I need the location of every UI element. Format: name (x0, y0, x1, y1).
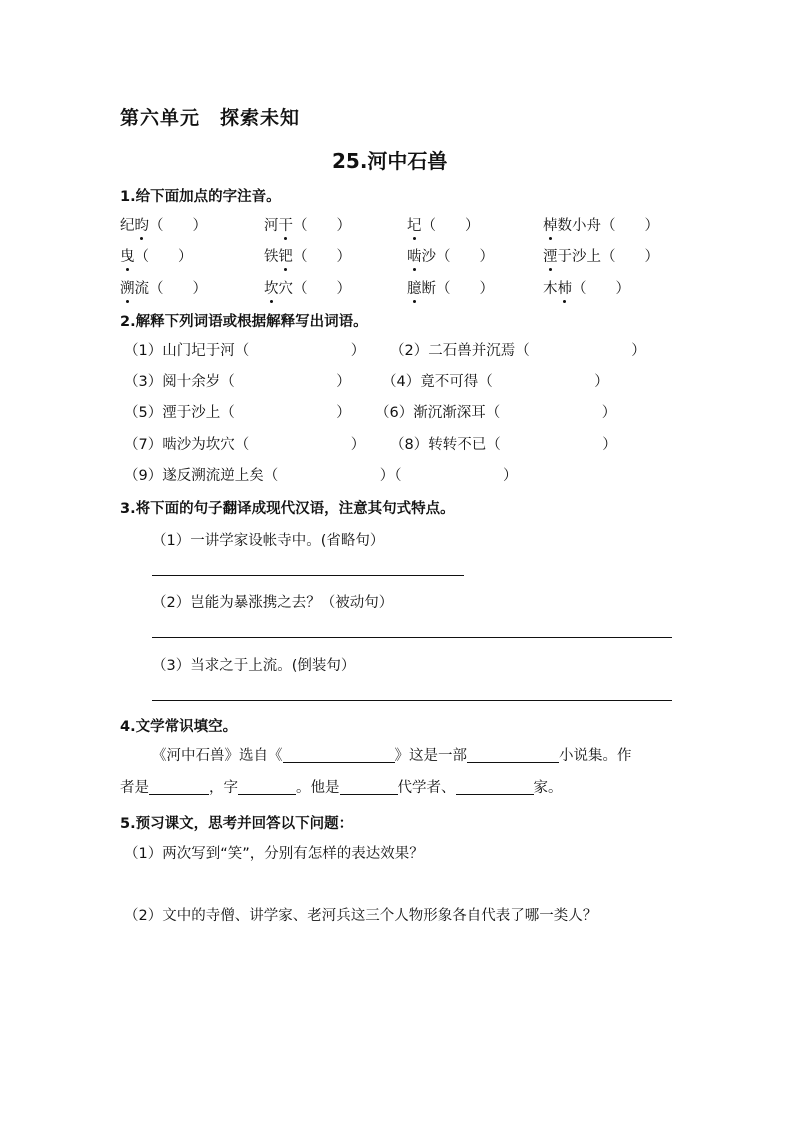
q4-text: 者是 (120, 780, 149, 796)
q1-text: 流 (134, 281, 149, 297)
q4-text: 。他是 (296, 780, 340, 796)
answer-line[interactable] (152, 700, 672, 701)
dotted-char: 干 (279, 214, 294, 235)
dotted-char: 杮 (558, 277, 573, 298)
q4-text: ，字 (209, 780, 238, 796)
q4-line-2 (120, 773, 563, 803)
answer-paren[interactable]: （ ） (293, 281, 351, 297)
q1-text: 河 (264, 218, 279, 234)
q1-item (264, 277, 351, 298)
q1-text: 铁 (264, 249, 279, 265)
q3-heading: 3.将下面的句子翻译成现代汉语，注意其句式特点。 (120, 501, 455, 517)
q2-item: （1）山门圮于河（ ） (124, 343, 366, 359)
fill-blank[interactable] (456, 778, 534, 795)
dotted-char: 啮 (407, 245, 422, 266)
q4-line-1 (152, 741, 632, 771)
q1-item (543, 245, 659, 266)
q2-item: （2）二石兽并沉焉（ ） (390, 343, 646, 359)
q3-item: （2）岂能为暴涨携之去？（被动句） (152, 595, 394, 611)
q4-text: 小说集。作 (559, 748, 632, 764)
q1-text: 断 (421, 281, 436, 297)
q1-text: 木 (543, 281, 558, 297)
q2-item: （3）阅十余岁（ ） (124, 374, 351, 390)
fill-blank[interactable] (149, 778, 209, 795)
q1-item (120, 277, 207, 298)
answer-paren[interactable]: （ ） (572, 281, 630, 297)
answer-paren[interactable]: （ ） (134, 249, 193, 265)
q2-item: （9）遂反溯流逆上矣（ ）（ ） (124, 468, 518, 484)
answer-paren[interactable]: （ ） (421, 218, 480, 234)
answer-paren[interactable]: （ ） (293, 218, 351, 234)
dotted-char: 曳 (120, 245, 135, 266)
unit-title: 第六单元 (120, 107, 201, 129)
q3-item: （1）一讲学家设帐寺中。(省略句） (152, 533, 385, 549)
q1-text: 穴 (278, 281, 293, 297)
q1-text: 纪 (120, 218, 135, 234)
q1-item (543, 214, 659, 235)
q4-heading: 4.文学常识填空。 (120, 719, 238, 735)
q2-heading: 2.解释下列词语或根据解释写出词语。 (120, 314, 368, 330)
unit-subtitle: 探索未知 (220, 107, 301, 129)
q1-item (407, 277, 494, 298)
lesson-title: 25.河中石兽 (332, 149, 448, 173)
dotted-char: 臆 (407, 277, 422, 298)
q4-text: 》这是一部 (394, 748, 467, 764)
dotted-char: 钯 (279, 245, 294, 266)
answer-paren[interactable]: （ ） (601, 218, 659, 234)
q1-item (120, 214, 207, 235)
q1-item (264, 245, 351, 266)
q4-text: 《河中石兽》选自《 (152, 748, 283, 764)
dotted-char: 湮 (543, 245, 558, 266)
answer-paren[interactable]: （ ） (149, 281, 207, 297)
answer-line[interactable] (152, 575, 464, 576)
q5-heading: 5.预习课文，思考并回答以下问题： (120, 816, 354, 832)
q2-item: （4）竟不可得（ ） (382, 374, 609, 390)
dotted-char: 棹 (543, 214, 558, 235)
q1-text: 沙 (421, 249, 436, 265)
q1-item (407, 245, 494, 266)
q1-item (407, 214, 480, 235)
q1-item (120, 245, 193, 266)
q4-text: 家。 (533, 780, 563, 796)
q2-item: （5）湮于沙上（ ） (124, 405, 351, 421)
fill-blank[interactable] (283, 746, 395, 763)
dotted-char: 圮 (407, 214, 422, 235)
answer-paren[interactable]: （ ） (601, 249, 659, 265)
answer-paren[interactable]: （ ） (436, 281, 494, 297)
fill-blank[interactable] (340, 778, 398, 795)
answer-paren[interactable]: （ ） (436, 249, 494, 265)
q2-item: （7）啮沙为坎穴（ ） (124, 437, 366, 453)
q5-item: （1）两次写到“笑”，分别有怎样的表达效果？ (124, 846, 424, 862)
q1-text: 于沙上 (557, 249, 601, 265)
answer-paren[interactable]: （ ） (293, 249, 351, 265)
q1-item (264, 214, 351, 235)
answer-paren[interactable]: （ ） (149, 218, 207, 234)
q2-item: （6）渐沉渐深耳（ ） (375, 405, 617, 421)
answer-line[interactable] (152, 637, 672, 638)
dotted-char: 昀 (135, 214, 150, 235)
q4-text: 代学者、 (397, 780, 456, 796)
fill-blank[interactable] (467, 746, 559, 763)
unit-heading (120, 103, 300, 130)
q1-item (543, 277, 630, 298)
q5-item: （2）文中的寺僧、讲学家、老河兵这三个人物形象各自代表了哪一类人？ (124, 908, 598, 924)
q3-item: （3）当求之于上流。(倒装句） (152, 658, 356, 674)
q1-heading: 1.给下面加点的字注音。 (120, 189, 281, 205)
dotted-char: 溯 (120, 277, 135, 298)
q1-text: 数小舟 (557, 218, 601, 234)
dotted-char: 坎 (264, 277, 279, 298)
fill-blank[interactable] (238, 778, 296, 795)
q2-item: （8）转转不已（ ） (390, 437, 617, 453)
